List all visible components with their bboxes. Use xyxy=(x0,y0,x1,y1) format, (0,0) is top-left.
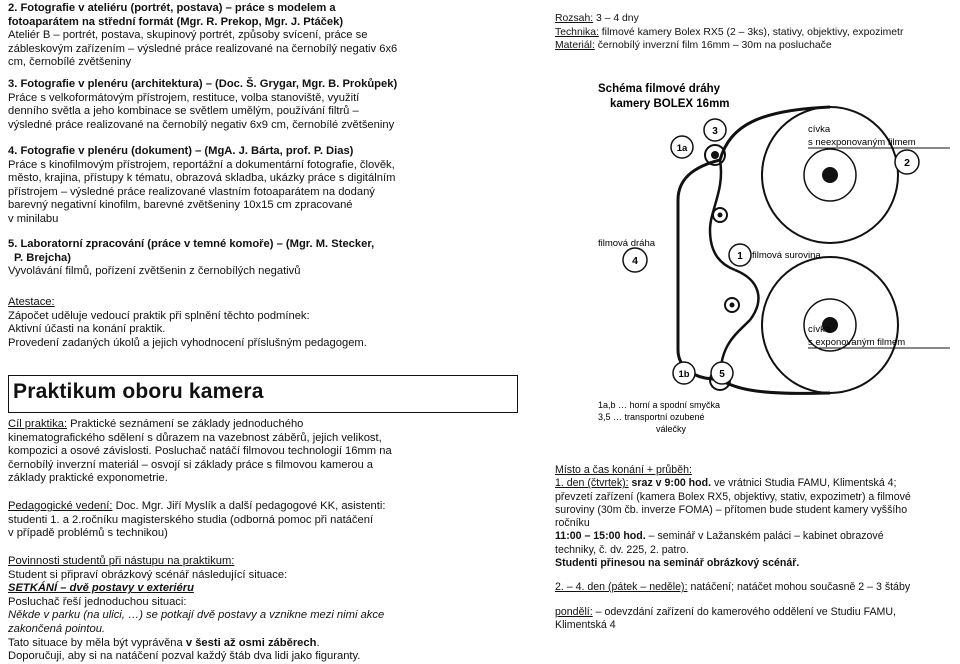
monday-label: pondělí: xyxy=(555,605,593,618)
section-2-heading: 2. Fotografie v ateliéru (portrét, postava) – práce s modelem a xyxy=(8,2,336,14)
teachers-label: Pedagogické vedení: xyxy=(8,500,113,512)
diagram-title: Schéma filmové dráhy xyxy=(598,83,721,95)
marker-1b-label: 1b xyxy=(678,369,690,380)
section-2-heading-2: fotoaparátem na střední formát (Mgr. R. Prekop, Mgr. J. Ptáček) xyxy=(8,15,344,28)
section-2-text: Ateliér B – portrét, postava, skupinový portrét, způsoby svícení, práce se xyxy=(8,29,368,42)
page-title: Praktikum oboru kamera xyxy=(13,380,264,403)
material-label: Materiál: xyxy=(555,40,595,52)
day2-label: 2. – 4. den (pátek – neděle): xyxy=(555,581,688,594)
duties-text: Tato situace by měla být vyprávěna xyxy=(8,636,186,649)
shot-count: v šesti až osmi záběrech xyxy=(185,636,317,649)
section-2-text: cm, černobílé zvětšeniny xyxy=(8,56,132,69)
day1-text: ve vrátnici Studia FAMU, Klimentská 4; xyxy=(711,477,897,490)
section-4 xyxy=(8,145,528,227)
day1-text: suroviny (30m čb. inverze FOMA) – přítomen bude student kamery vyššího xyxy=(555,503,908,516)
duties-text: Student si připraví obrázkový scénář následující situace: xyxy=(8,568,288,581)
attestation-text: Aktivní účasti na konání praktik. xyxy=(8,323,166,336)
section-5-heading-2: P. Brejcha) xyxy=(14,251,72,264)
goal-section xyxy=(8,418,528,486)
marker-1a xyxy=(671,136,693,158)
teachers-text: studenti 1. a 2.ročníku magisterského studia (odborná pomoc při natáčení xyxy=(8,513,374,526)
marker-5-label: 5 xyxy=(719,369,725,380)
info-top xyxy=(555,12,960,53)
section-5-text: Vyvolávání filmů, pořízení zvětšenin z černobílých negativů xyxy=(8,265,301,278)
scenario-description: Někde v parku (na ulici, …) se potkají dvě postavy a vznikne mezi nimi akce xyxy=(8,609,385,622)
legend-line: 3,5 … transportní ozubené xyxy=(598,412,705,422)
section-2 xyxy=(8,2,528,70)
section-3-text: výsledné práce realizované na černobílý negativ 6x9 cm, černobílé zvětšeniny xyxy=(8,118,395,131)
section-4-text: město, krajina, přístupy k tématu, obrazová skladba, ukázky práce s digitálním xyxy=(8,172,396,185)
equipment-label: Technika: xyxy=(555,26,599,38)
teachers-text: v případě problémů s technikou) xyxy=(8,527,168,540)
marker-3-label: 3 xyxy=(712,126,718,137)
day1-text: ročníku xyxy=(555,517,590,530)
section-4-heading: 4. Fotografie v plenéru (dokument) – (MgA. J. Bárta, prof. P. Dias) xyxy=(8,145,354,157)
marker-1 xyxy=(729,244,751,266)
legend-line: 1a,b … horní a spodní smyčka xyxy=(598,400,721,410)
teachers-text: Doc. Mgr. Jiří Myslík a další pedagogové KK, asistenti: xyxy=(112,500,386,512)
top-spool-label: s neexponovaným filmem xyxy=(808,137,916,148)
section-4-text: barevný negativní kinofilm, barevné zvětšeniny 10x15 cm zpracované xyxy=(8,199,353,212)
attestation-text: Provedení zadaných úkolů a jejich vyhodnocení příslušným pedagogem. xyxy=(8,336,367,349)
seminar-text: techniky, č. dv. 225, 2. patro. xyxy=(555,543,689,556)
section-2-text: zábleskovým zařízením – výsledné práce realizované na černobílý negativ 6x6 xyxy=(8,42,398,55)
schedule-heading: Místo a čas konání + průběh: xyxy=(555,464,692,476)
seminar-text: – seminář v Lažanském paláci – kabinet obrazové xyxy=(645,530,884,543)
schedule-section xyxy=(555,464,960,632)
seminar-note: Studenti přinesou na seminář obrázkový scénář. xyxy=(555,557,800,570)
marker-3 xyxy=(704,119,726,141)
section-4-text: Práce s kinofilmovým přístrojem, reportážní a dokumentární fotografie, člověk, xyxy=(8,158,395,171)
attestation-text: Zápočet uděluje vedoucí praktik při splnění těchto podmínek: xyxy=(8,309,310,322)
marker-4-label: 4 xyxy=(632,255,638,267)
scenario-title: SETKÁNÍ – dvě postavy v exteriéru xyxy=(8,582,194,595)
marker-2-label: 2 xyxy=(904,157,910,169)
seminar-time: 11:00 – 15:00 hod. xyxy=(555,530,646,543)
film-path-diagram xyxy=(560,80,955,445)
section-4-text: přístrojem – výsledné práce realizované vlastním fotoaparátem na dodaný xyxy=(8,185,375,198)
scenario-description: zakončená pointou. xyxy=(8,622,106,635)
goal-text: základy praktické exponometrie. xyxy=(8,472,168,485)
marker-4 xyxy=(623,248,647,272)
section-5-heading: 5. Laboratorní zpracování (práce v temné komoře) – (Mgr. M. Stecker, xyxy=(8,238,375,250)
top-spool-label: cívka xyxy=(808,124,831,135)
duties-text: Posluchač řeší jednoduchou situaci: xyxy=(8,595,187,608)
marker-5 xyxy=(711,362,733,384)
teachers-section xyxy=(8,500,528,541)
duties-text: . xyxy=(316,636,320,649)
marker-1-label: 1 xyxy=(737,251,743,262)
duties-section xyxy=(8,555,528,664)
bottom-spool-label: cívka xyxy=(808,324,831,335)
section-4-text: v minilabu xyxy=(8,212,59,225)
goal-text: Praktické seznámení se základy jednoduchého xyxy=(67,418,304,430)
film-path-label: filmová dráha xyxy=(598,238,656,249)
duties-heading: Povinnosti studentů při nástupu na praktikum: xyxy=(8,555,235,567)
attestation-heading: Atestace: xyxy=(8,296,55,308)
attestation xyxy=(8,296,528,350)
goal-text: kompozici a osové závislosti. Posluchač natáčí filmovou technologií 16mm na xyxy=(8,445,392,458)
section-3-text: denního světla a jeho kombinace se světlem umělým, používání filtrů – xyxy=(8,105,359,118)
meeting-time: sraz v 9:00 hod. xyxy=(628,477,712,490)
goal-label: Cíl praktika: xyxy=(8,418,68,430)
section-3-text: Práce s velkoformátovým přístrojem, restituce, volba stanoviště, využití xyxy=(8,91,360,104)
day1-label: 1. den (čtvrtek): xyxy=(555,477,629,490)
bottom-spool-label: s exponovaným filmem xyxy=(808,337,906,348)
monday-text: Klimentská 4 xyxy=(555,618,616,631)
marker-1b xyxy=(673,362,695,384)
marker-1a-label: 1a xyxy=(676,143,688,154)
duties-text: Doporučuji, aby si na natáčení pozval každý štáb dva lidi jako figuranty. xyxy=(8,650,361,663)
monday-text: – odevzdání zařízení do kamerového oddělení ve Studiu FAMU, xyxy=(592,605,896,618)
section-3 xyxy=(8,78,528,132)
film-stock-label: filmová surovina xyxy=(752,250,821,261)
diagram-title: kamery BOLEX 16mm xyxy=(610,98,730,110)
goal-text: černobílý inverzní materiál – osvojí si základy práce s filmovou kamerou a xyxy=(8,458,373,471)
section-5 xyxy=(8,238,528,279)
equipment-value: filmové kamery Bolex RX5 (2 – 3ks), stativy, objektivy, expozimetr xyxy=(598,26,904,38)
section-3-heading: 3. Fotografie v plenéru (architektura) – (Doc. Š. Grygar, Mgr. B. Prokůpek) xyxy=(8,78,398,90)
goal-text: kinematografického sdělení s důrazem na vazebnost záběrů, jejich velikost, xyxy=(8,431,382,444)
day1-text: převzetí zařízení (kamera Bolex RX5, objektivy, stativ, expozimetr) a filmové xyxy=(555,490,911,503)
material-value: černobílý inverzní film 16mm – 30m na posluchače xyxy=(594,40,832,52)
duration-value: 3 – 4 dny xyxy=(593,13,639,24)
page-title-box xyxy=(8,375,518,413)
duration-label: Rozsah: xyxy=(555,13,594,24)
legend-line: válečky xyxy=(656,424,687,434)
day2-text: natáčení; natáčet mohou současně 2 – 3 štáby xyxy=(687,581,911,594)
marker-2 xyxy=(895,150,919,174)
